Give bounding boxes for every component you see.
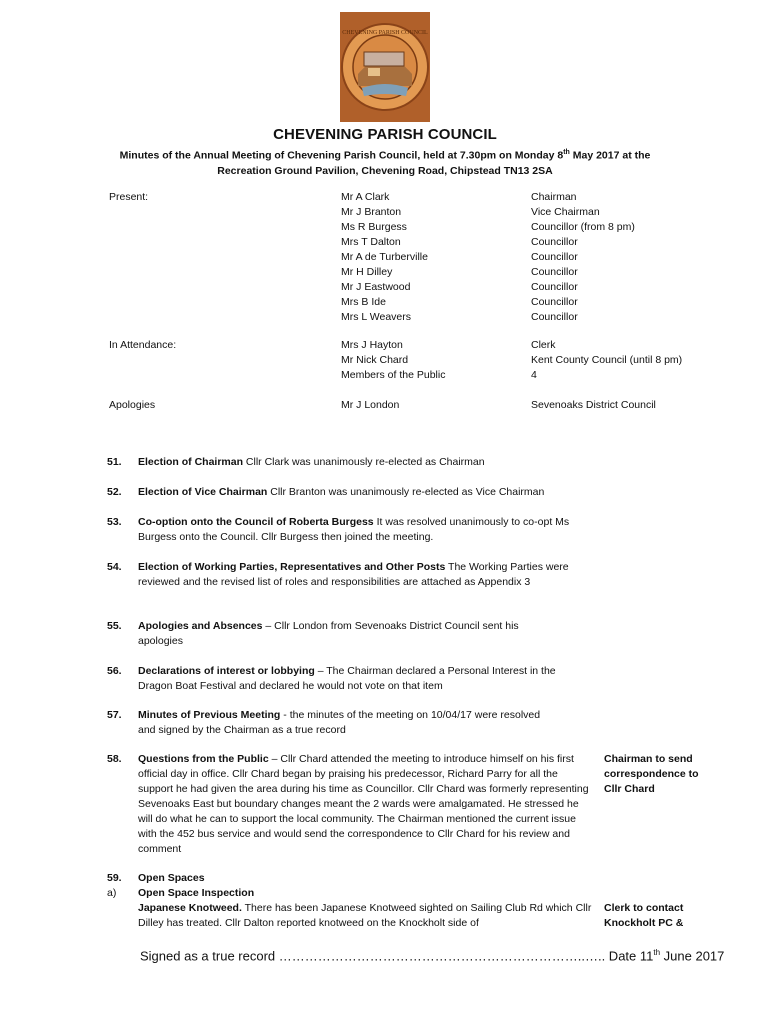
attendance-role: Kent County Council (until 8 pm) bbox=[531, 354, 683, 366]
item-heading: Election of Working Parties, Representatives and Other Posts bbox=[138, 561, 446, 573]
subtitle-line1: Minutes of the Annual Meeting of Chevening Parish Council, held at 7.30pm on Monday 8 bbox=[119, 149, 564, 162]
item-number: 53. bbox=[107, 516, 122, 528]
attendance-names bbox=[341, 338, 445, 383]
subtitle-line1-end: May 2017 at the bbox=[569, 149, 651, 162]
item-number: 56. bbox=[107, 665, 122, 677]
item-number: 57. bbox=[107, 709, 122, 721]
minute-item bbox=[138, 560, 578, 590]
meeting-subtitle bbox=[60, 145, 710, 179]
minute-item bbox=[138, 515, 578, 545]
present-role: Councillor bbox=[531, 296, 578, 308]
attendance-name: Members of the Public bbox=[341, 369, 446, 381]
present-roles bbox=[531, 190, 635, 325]
sub-item-heading bbox=[138, 886, 590, 901]
item-text: There has been Japanese Knotweed sighted on Sailing Club Rd which Cllr Dilley has treated. Cllr Dalton reported knotweed on the Knockholt side of bbox=[138, 902, 592, 929]
item-number: 54. bbox=[107, 561, 122, 573]
item-number: 51. bbox=[107, 456, 122, 468]
signature-line bbox=[140, 948, 724, 963]
minute-item bbox=[138, 664, 583, 694]
present-role: Councillor bbox=[531, 236, 578, 248]
page-title: CHEVENING PARISH COUNCIL bbox=[273, 126, 497, 143]
action-note: Clerk to contact Knockholt PC & bbox=[604, 902, 684, 929]
signature-date-end: June 2017 bbox=[660, 948, 725, 964]
item-heading: Apologies and Absences bbox=[138, 620, 263, 632]
item-heading: Japanese Knotweed. bbox=[138, 902, 242, 914]
present-name: Mr H Dilley bbox=[341, 266, 393, 278]
open-spaces-heading: Open Spaces bbox=[138, 872, 205, 884]
present-role: Chairman bbox=[531, 191, 577, 203]
minute-item bbox=[138, 752, 593, 857]
present-name: Mr A de Turberville bbox=[341, 251, 428, 263]
item-heading: Minutes of Previous Meeting bbox=[138, 709, 281, 721]
crest-text: CHEVENING PARISH COUNCIL bbox=[342, 30, 428, 36]
present-name: Ms R Burgess bbox=[341, 221, 407, 233]
minute-item bbox=[138, 455, 608, 470]
minute-item bbox=[138, 619, 558, 649]
minute-item bbox=[138, 901, 593, 931]
item-text: – The Chairman declared a Personal Interest in the Dragon Boat Festival and declared he would not vote on that item bbox=[138, 665, 556, 692]
attendance-label: In Attendance: bbox=[109, 339, 177, 351]
attendance-roles bbox=[531, 338, 682, 383]
item-heading bbox=[138, 871, 590, 886]
apologies-role: Sevenoaks District Council bbox=[531, 399, 656, 411]
signature-sup: th bbox=[653, 948, 661, 957]
present-role: Vice Chairman bbox=[531, 206, 600, 218]
attendance-role: 4 bbox=[531, 369, 537, 381]
attendance-name: Mrs J Hayton bbox=[341, 339, 403, 351]
present-role: Councillor (from 8 pm) bbox=[531, 221, 635, 233]
item-text: Cllr Clark was unanimously re-elected as Chairman bbox=[243, 456, 485, 468]
item-text: - the minutes of the meeting on 10/04/17 were resolved and signed by the Chairman as a true record bbox=[138, 709, 541, 736]
present-role: Councillor bbox=[531, 281, 578, 293]
item-number: 59. bbox=[107, 872, 122, 884]
open-space-inspection-heading: Open Space Inspection bbox=[138, 887, 255, 899]
attendance-name: Mr Nick Chard bbox=[341, 354, 409, 366]
action-note: Chairman to send correspondence to Cllr Chard bbox=[604, 753, 699, 795]
apologies-label: Apologies bbox=[109, 399, 156, 411]
present-names bbox=[341, 190, 428, 325]
present-label: Present: bbox=[109, 191, 149, 203]
signature-text: Signed as a true record ……………………………………………………………..….. Date 11 bbox=[140, 948, 654, 964]
item-heading: Election of Vice Chairman bbox=[138, 486, 268, 498]
item-text: Cllr Branton was unanimously re-elected as Vice Chairman bbox=[267, 486, 545, 498]
minute-item bbox=[138, 708, 558, 738]
item-heading: Election of Chairman bbox=[138, 456, 244, 468]
apologies-name: Mr J London bbox=[341, 399, 400, 411]
item-number: 52. bbox=[107, 486, 122, 498]
item-text: The Working Parties were reviewed and the revised list of roles and responsibilities are attached as Appendix 3 bbox=[138, 561, 569, 588]
present-name: Mrs T Dalton bbox=[341, 236, 401, 248]
present-name: Mrs B Ide bbox=[341, 296, 386, 308]
item-heading: Questions from the Public bbox=[138, 753, 269, 765]
present-name: Mr A Clark bbox=[341, 191, 390, 203]
subtitle-sup: th bbox=[563, 149, 570, 156]
item-heading: Declarations of interest or lobbying bbox=[138, 665, 315, 677]
subtitle-line2: Recreation Ground Pavilion, Chevening Road, Chipstead TN13 2SA bbox=[217, 164, 553, 177]
minute-item bbox=[138, 485, 608, 500]
crest-seal-icon bbox=[340, 12, 430, 122]
item-number: 58. bbox=[107, 753, 122, 765]
present-name: Mr J Branton bbox=[341, 206, 402, 218]
present-name: Mrs L Weavers bbox=[341, 311, 412, 323]
item-heading: Co-option onto the Council of Roberta Burgess bbox=[138, 516, 374, 528]
parish-crest bbox=[340, 12, 430, 122]
present-role: Councillor bbox=[531, 266, 578, 278]
present-role: Councillor bbox=[531, 251, 578, 263]
item-number: 55. bbox=[107, 620, 122, 632]
sub-item-number: a) bbox=[107, 887, 117, 899]
present-name: Mr J Eastwood bbox=[341, 281, 411, 293]
item-text: – Cllr Chard attended the meeting to introduce himself on his first official day in office. Cllr Chard began by praising his predecessor, Richard Parry for all the support he had given the area during his time as Councillor. Cllr Chard was formerly representing Sevenoaks East but boundary changes meant the 2 wards were amalgamated. He stressed he will do what he can to support the local community. The Chairman mentioned the current issue with the 452 bus service and would send the correspondence to Cllr Chard for his review and comment bbox=[138, 753, 589, 855]
item-text: – Cllr London from Sevenoaks District Council sent his apologies bbox=[138, 620, 519, 647]
item-text: It was resolved unanimously to co-opt Ms Burgess onto the Council. Cllr Burgess then joined the meeting. bbox=[138, 516, 570, 543]
attendance-role: Clerk bbox=[531, 339, 556, 351]
present-role: Councillor bbox=[531, 311, 578, 323]
